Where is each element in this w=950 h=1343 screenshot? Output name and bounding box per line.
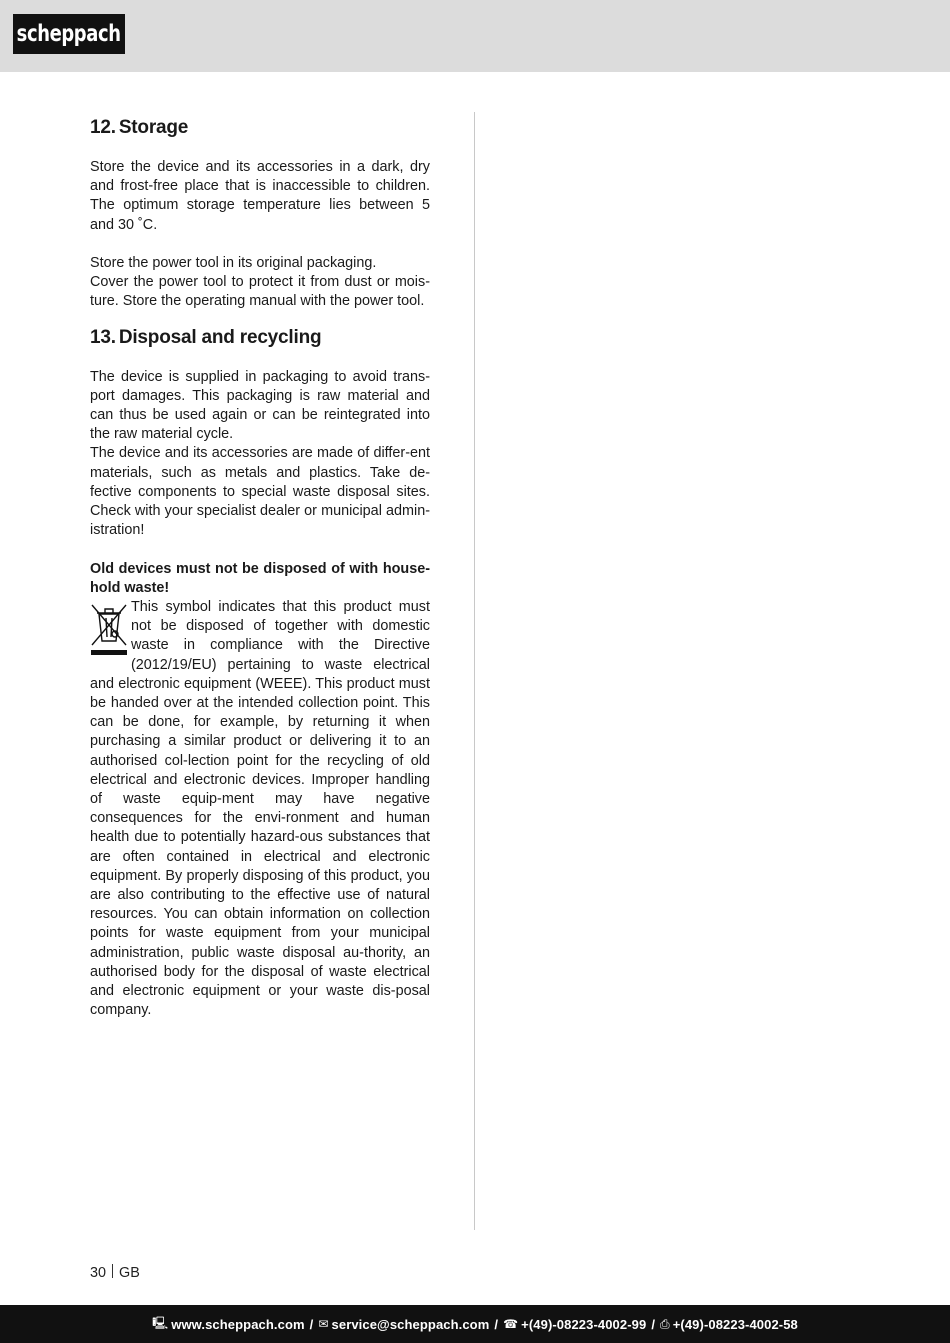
storage-paragraph: Cover the power tool to protect it from dust or mois-ture. Store the operating manual with the power tool. — [90, 274, 430, 310]
email-link[interactable]: service@scheppach.com — [331, 1316, 490, 1332]
section-heading-disposal: 13. Disposal and recycling — [90, 326, 322, 348]
contact-footer: 🖳 www.scheppach.com / ✉ service@scheppach.com / ☎ +(49)-08223-4002-99 / ⎙ +(49)-08223-4002-58 — [0, 1305, 950, 1343]
computer-icon: 🖳 — [152, 1315, 169, 1330]
email-icon: ✉ — [318, 1317, 329, 1331]
disposal-paragraph: The device is supplied in packaging to avoid trans-port damages. This packaging is raw material and can thus be used again or can be reintegrated into the raw material cycle. — [90, 368, 430, 443]
disposal-paragraph: The device and its accessories are made of differ-ent materials, such as metals and plastics. Take de-fective components to special waste disposal sites. Check with your specialist dealer or municipal admin-istration! — [90, 445, 430, 539]
scheppach-logo — [13, 14, 125, 54]
section-heading-storage: 12. Storage — [90, 117, 189, 138]
weee-paragraph: This symbol indicates that this product must not be disposed of together with domestic waste in compliance with the Directive (2012/19/EU) pertaining to waste electrical and electronic equipment (WEEE). This product must be handed over at the intended collection point. This can be done, for example, by returning it when purchasing a similar product or delivering it to an authorised col-lection point for the recycling of old electrical and electronic devices. Improper handling of waste equip-ment may have negative consequences for the envi-ronment and human health due to potentially hazard-ous substances that are often contained in electrical and electronic equipment. By properly disposing of this product, you are also contributing to the effective use of natural resources. You can obtain information on collection points for waste equipment from your municipal administration, public waste disposal au-thority, an authorised body for the disposal of waste electrical and electronic equipment or your waste dis-posal company. — [90, 599, 430, 1019]
fax-number: +(49)-08223-4002-58 — [672, 1316, 798, 1332]
storage-paragraph: Store the device and its accessories in a dark, dry and frost-free place that is inaccessible to children. The optimum storage temperature lies between 5 and 30 ˚C. — [90, 159, 430, 233]
logo-text: scheppach — [17, 21, 121, 47]
website-link[interactable]: www.scheppach.com — [171, 1316, 305, 1332]
crossed-bin-icon — [90, 601, 128, 657]
content-column — [90, 112, 430, 1021]
fax-icon: ⎙ — [660, 1316, 670, 1331]
page-number: 30 GB — [90, 1265, 140, 1281]
phone-icon: ☎ — [503, 1317, 519, 1331]
disposal-warning: Old devices must not be disposed of with house-hold waste! — [90, 560, 430, 596]
phone-number: +(49)-08223-4002-99 — [521, 1316, 647, 1332]
column-divider — [474, 112, 475, 1230]
storage-paragraph: Store the power tool in its original packaging. — [90, 255, 377, 271]
header-band — [0, 0, 950, 72]
